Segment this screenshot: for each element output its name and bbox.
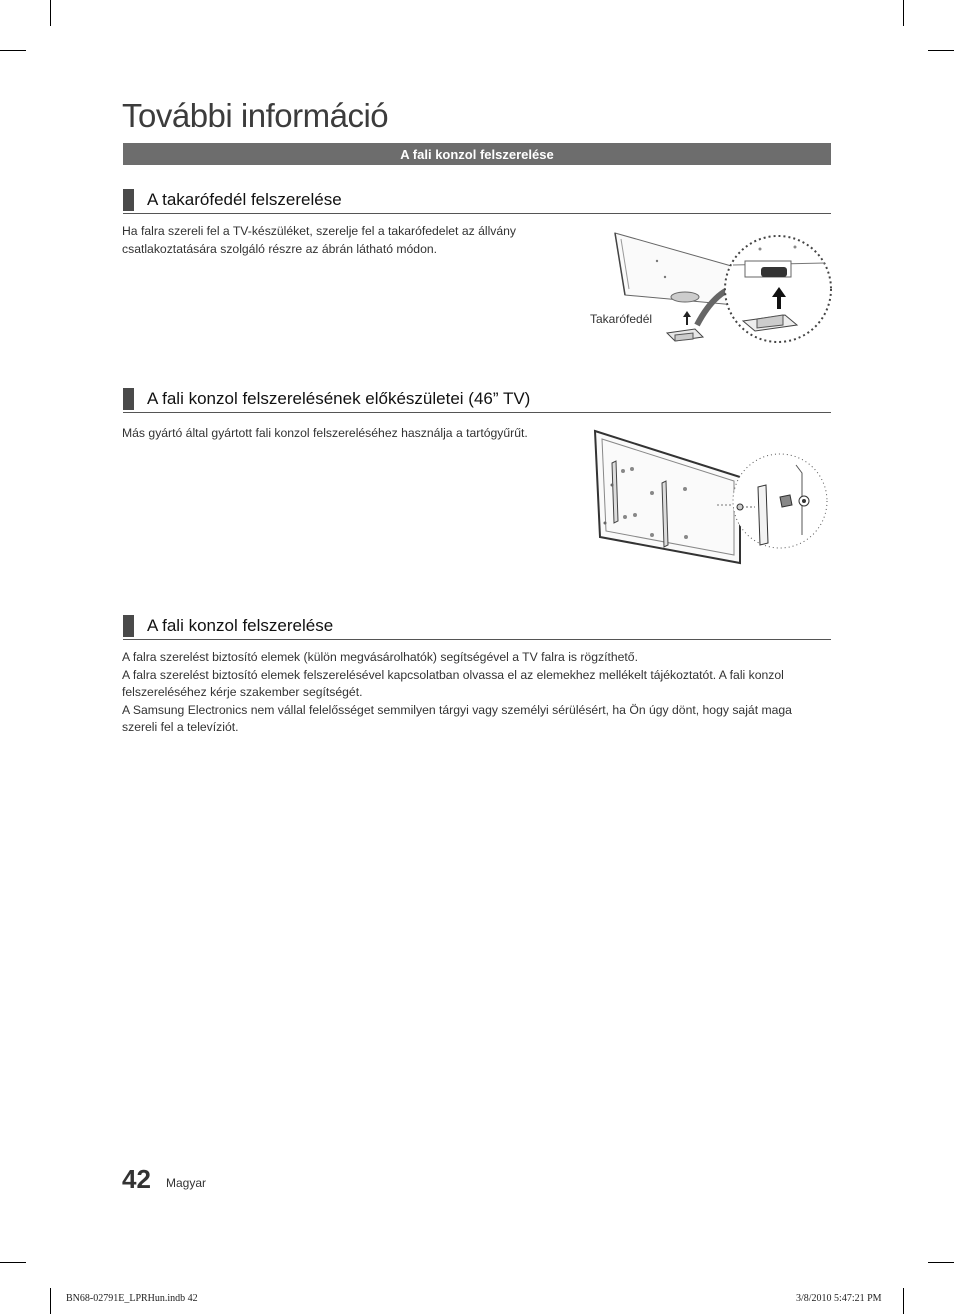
footer-file: BN68-02791E_LPRHun.indb 42 xyxy=(66,1293,198,1304)
paragraph-line: felszereléséhez kérje szakember segítségét. xyxy=(122,685,363,699)
cover-install-illustration xyxy=(585,225,835,353)
wall-bracket-illustration xyxy=(590,425,830,570)
crop-mark xyxy=(928,1262,954,1263)
paragraph-line: csatlakoztatására szolgáló részre az ábrán látható módon. xyxy=(122,241,438,256)
crop-mark xyxy=(0,1262,26,1263)
page-language: Magyar xyxy=(166,1176,207,1190)
paragraph-line: szereli fel a televíziót. xyxy=(122,720,239,734)
section-title: A fali konzol felszerelése xyxy=(147,616,334,635)
crop-mark xyxy=(928,50,954,51)
crop-mark xyxy=(50,0,51,26)
section-title: A fali konzol felszerelésének előkészületei (46” TV) xyxy=(147,389,531,408)
heading-bar xyxy=(123,189,134,211)
section-heading-cover xyxy=(123,187,831,214)
page-number: 42 xyxy=(122,1164,151,1194)
crop-mark xyxy=(0,50,26,51)
heading-bar xyxy=(123,388,134,410)
crop-mark xyxy=(903,1288,904,1314)
heading-bar xyxy=(123,615,134,637)
section-banner: A fali konzol felszerelése xyxy=(123,143,831,165)
crop-mark xyxy=(903,0,904,26)
paragraph-line: Ha falra szereli fel a TV-készüléket, szerelje fel a takarófedelet az állvány xyxy=(122,224,517,238)
paragraph-line: A falra szerelést biztosító elemek (külön megvásárolhatók) segítségével a TV falra is rögzíthető. xyxy=(122,650,638,664)
section-text xyxy=(122,649,832,737)
paragraph-line: Más gyártó által gyártott fali konzol felszereléséhez használja a tartógyűrűt. xyxy=(122,426,528,440)
section-text xyxy=(122,223,562,258)
section-heading-prep xyxy=(123,386,831,413)
cover-label: Takarófedél xyxy=(590,312,653,326)
section-text xyxy=(122,425,572,443)
section-title: A takarófedél felszerelése xyxy=(147,190,342,209)
crop-mark xyxy=(50,1288,51,1314)
paragraph-line: A Samsung Electronics nem vállal felelősséget semmilyen tárgyi vagy személyi sérülésért, ha Ön úgy dönt, hogy saját maga xyxy=(122,702,792,717)
section-heading-mount xyxy=(123,613,831,640)
paragraph-line: A falra szerelést biztosító elemek felszerelésével kapcsolatban olvassa el az elemekhez mellékelt tájékoztatót. A fali konzol xyxy=(122,667,784,682)
footer-timestamp: 3/8/2010 5:47:21 PM xyxy=(796,1293,882,1304)
page-title: További információ xyxy=(122,97,389,134)
